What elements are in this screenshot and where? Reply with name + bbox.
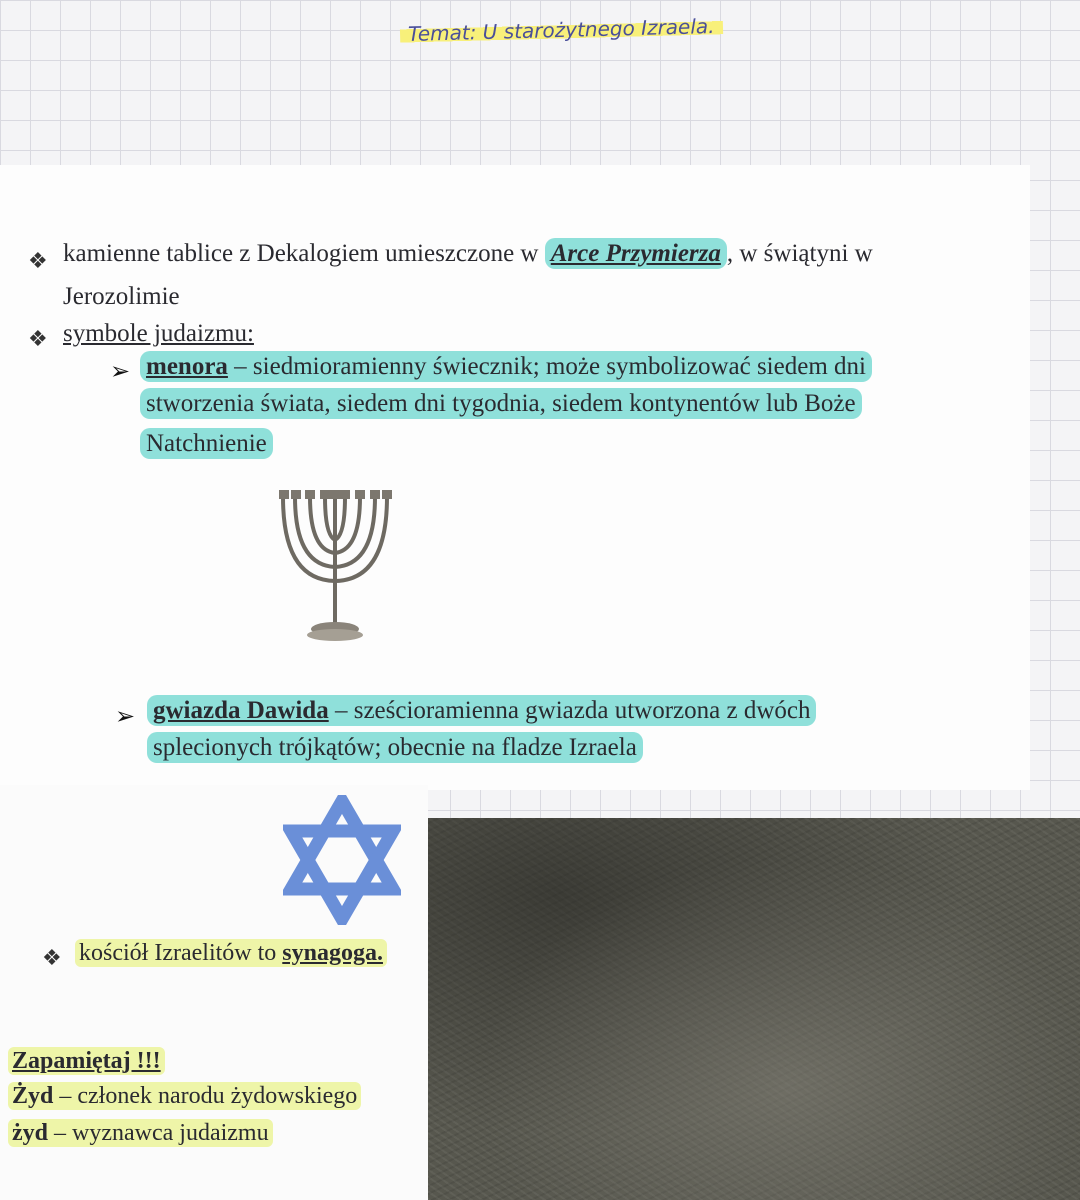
synagoga-line xyxy=(75,940,387,967)
remember-line-1 xyxy=(8,1083,361,1110)
dekalog-suffix: , w świątyni w xyxy=(726,240,873,267)
background-fabric xyxy=(428,818,1080,1200)
arrow-bullet-icon: ➢ xyxy=(115,704,136,730)
diamond-bullet-icon: ❖ xyxy=(28,248,48,273)
zyd-desc-2: – wyznawca judaizmu xyxy=(48,1120,269,1146)
dekalog-text: kamienne tablice z Dekalogiem umieszczone w xyxy=(63,240,545,267)
diamond-bullet-icon: ❖ xyxy=(42,945,62,970)
gwiazda-line-2 xyxy=(147,734,643,762)
menora-desc-2: stworzenia świata, siedem dni tygodnia, siedem kontynentów lub Boże xyxy=(140,388,862,419)
menora-desc-3: Natchnienie xyxy=(140,428,273,459)
gwiazda-desc-2: splecionych trójkątów; obecnie na fladze Izraela xyxy=(147,732,643,763)
symbols-heading: symbole judaizmu: xyxy=(63,320,254,347)
menorah-icon xyxy=(275,485,395,645)
remember-heading: Zapamiętaj !!! xyxy=(8,1048,165,1075)
menora-line-2 xyxy=(140,390,862,418)
menora-line-1 xyxy=(140,353,872,381)
menora-desc-1: – siedmioramienny świecznik; może symbolizować siedem dni xyxy=(227,353,866,380)
arrow-bullet-icon: ➢ xyxy=(110,359,131,385)
zyd-term-lower: żyd xyxy=(12,1120,48,1146)
synagoga-text: kościół Izraelitów to xyxy=(79,940,283,966)
zyd-term-capital: Żyd xyxy=(12,1083,54,1109)
gwiazda-term: gwiazda Dawida xyxy=(153,697,329,724)
star-of-david-icon xyxy=(283,795,401,925)
remember-line-2 xyxy=(8,1120,273,1147)
menora-term: menora xyxy=(146,353,228,380)
jerozolima-line: Jerozolimie xyxy=(63,283,180,310)
zyd-desc-1: – członek narodu żydowskiego xyxy=(53,1083,358,1109)
gwiazda-desc-1: – sześcioramienna gwiazda utworzona z dwóch xyxy=(328,697,811,724)
arka-przymierza-term: Arce Przymierza xyxy=(545,238,727,269)
menora-line-3 xyxy=(140,430,273,458)
dekalog-line xyxy=(63,240,873,268)
gwiazda-line-1 xyxy=(147,697,816,725)
synagoga-term: synagoga. xyxy=(282,940,383,966)
page-title: Temat: U starożytnego Izraela. xyxy=(400,14,723,46)
diamond-bullet-icon: ❖ xyxy=(28,326,48,351)
